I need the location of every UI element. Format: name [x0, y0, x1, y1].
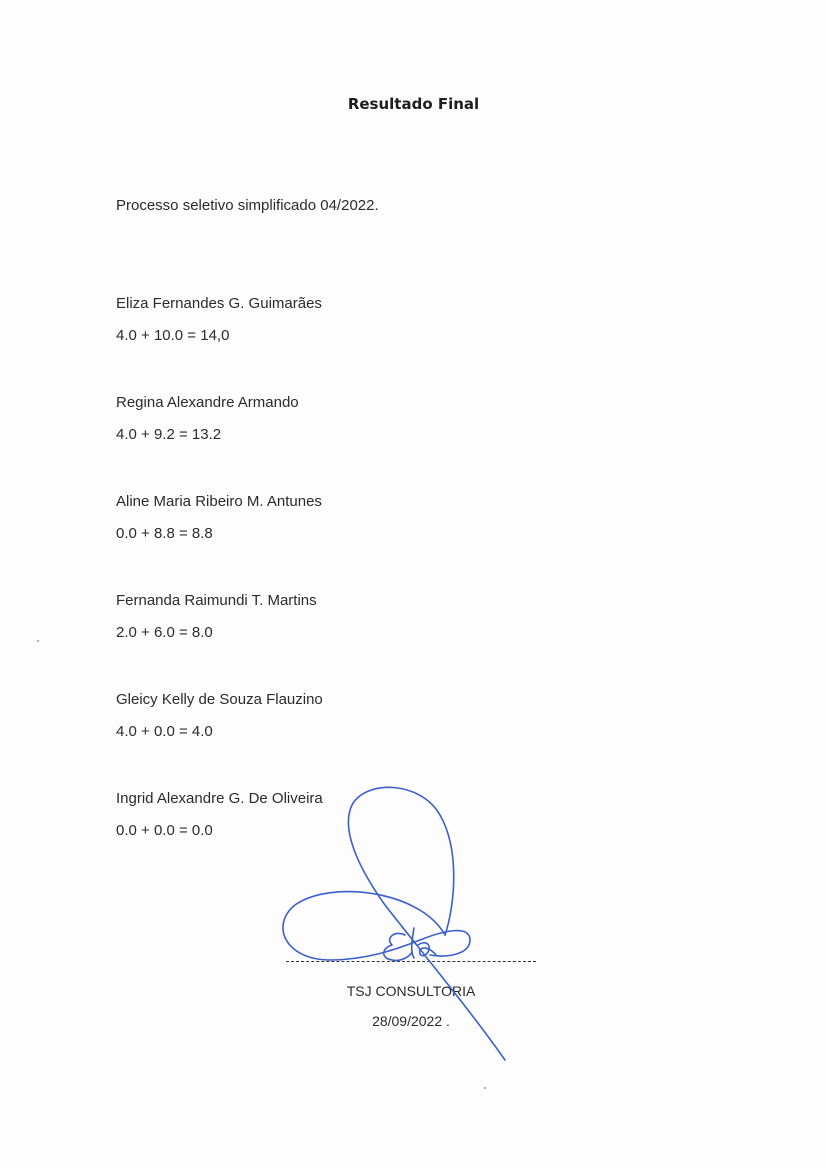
- candidate-score: 0.0 + 8.8 = 8.8: [116, 525, 213, 542]
- process-subtitle: Processo seletivo simplificado 04/2022.: [116, 197, 379, 214]
- candidate-name: Aline Maria Ribeiro M. Antunes: [116, 493, 322, 510]
- candidate-name: Eliza Fernandes G. Guimarães: [116, 295, 322, 312]
- candidate-name: Fernanda Raimundi T. Martins: [116, 592, 317, 609]
- signature-date: 28/09/2022 .: [372, 1013, 450, 1029]
- candidate-score: 4.0 + 10.0 = 14,0: [116, 327, 230, 344]
- candidate-score: 4.0 + 0.0 = 4.0: [116, 723, 213, 740]
- scan-speck: [484, 1087, 486, 1089]
- candidate-name: Gleicy Kelly de Souza Flauzino: [116, 691, 323, 708]
- page-title: Resultado Final: [347, 95, 480, 113]
- scan-speck: [37, 640, 39, 642]
- candidate-name: Ingrid Alexandre G. De Oliveira: [116, 790, 323, 807]
- candidate-score: 0.0 + 0.0 = 0.0: [116, 822, 213, 839]
- signer-organization: TSJ CONSULTORIA: [346, 983, 476, 999]
- candidate-score: 2.0 + 6.0 = 8.0: [116, 624, 213, 641]
- candidate-score: 4.0 + 9.2 = 13.2: [116, 426, 222, 443]
- candidate-name: Regina Alexandre Armando: [116, 394, 299, 411]
- signature-line: [286, 961, 536, 962]
